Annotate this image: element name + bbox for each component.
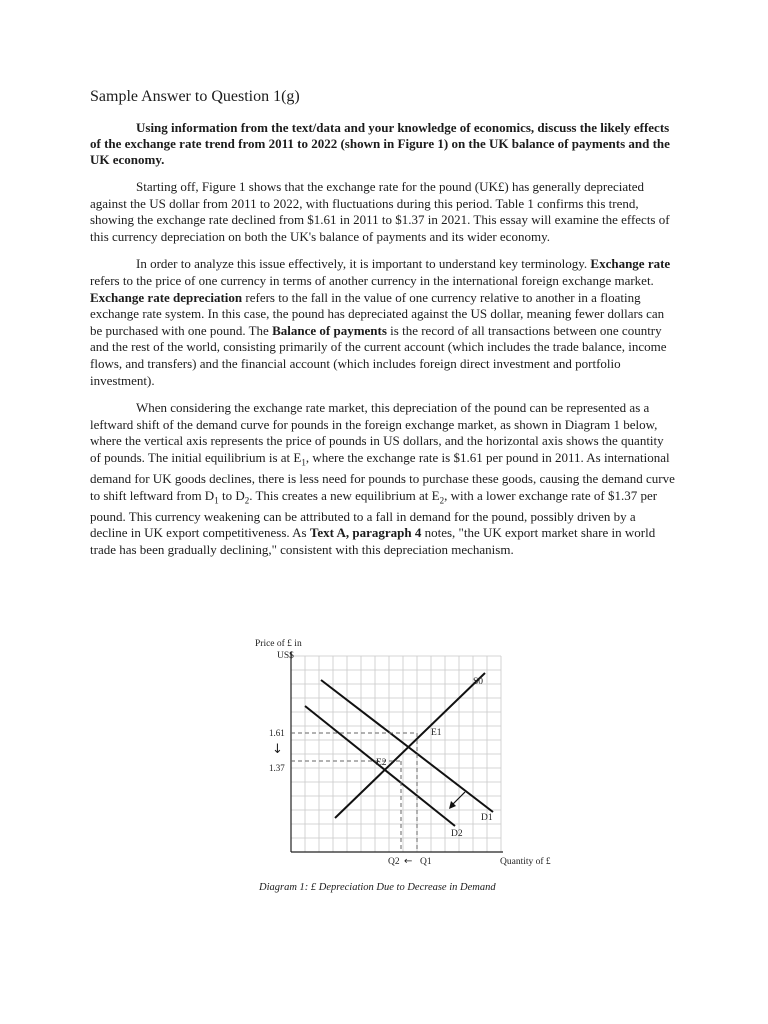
diagram-forex-market: [255, 636, 575, 896]
document-page: [90, 88, 676, 570]
label-e1: E1: [431, 728, 442, 738]
text-run: refers to the fall in the value of one currency relative to another in a floating exchange rate system. In this case, the pound has depreciated against the US dollar, meaning fewer dollars can be purchased with one pound. The: [90, 289, 665, 338]
label-d1: D1: [481, 813, 493, 823]
label-d2: D2: [451, 829, 463, 839]
down-arrow-icon: ↓: [272, 742, 283, 757]
subscript: 1: [214, 495, 219, 506]
term-exchange-rate-depreciation: Exchange rate depreciation: [90, 289, 243, 305]
subscript: 1: [301, 457, 306, 468]
subscript: 2: [244, 495, 250, 506]
diagram-svg: [255, 636, 575, 886]
text-run: In order to analyze this issue effectively, it is important to understand key terminology.: [136, 256, 591, 272]
diagram-grid: [291, 656, 501, 852]
question-prompt: Using information from the text/data and your knowledge of economics, discuss the likely effects of the exchange rate trend from 2011 to 2022 (shown in Figure 1) on the UK balance of payments and the UK economy.: [90, 120, 670, 167]
diagram-caption: Diagram 1: £ Depreciation Due to Decrease in Demand: [259, 882, 496, 893]
equilibrium-guides: [291, 733, 417, 852]
citation-text-a: Text A, paragraph 4: [309, 525, 422, 541]
paragraph-terminology: [90, 256, 676, 389]
paragraph-analysis: [90, 400, 676, 559]
left-arrow-icon: ←: [404, 856, 413, 867]
term-balance-of-payments: Balance of payments: [272, 322, 387, 338]
label-q1: Q1: [420, 857, 432, 867]
text-run: to D: [218, 487, 245, 503]
label-e2: E2: [376, 758, 387, 768]
price-label-1-61: 1.61: [269, 728, 285, 738]
y-axis-label-line1: Price of £ in: [255, 639, 302, 649]
text-run: is the record of all transactions between one country and the rest of the world, consisting primarily of the current account (which includes the trade balance, income flows, and transfers) and the financial account (which includes foreign direct investment and portfolio investment).: [90, 322, 667, 388]
price-label-1-37: 1.37: [269, 763, 285, 773]
text-run: , where the exchange rate is $1.61 per pound in 2011. As international demand for UK goods declines, there is less need for pounds to purchase these goods, causing the demand curve to shift leftward from D: [90, 449, 675, 503]
label-s0: S0: [473, 677, 484, 687]
text-run: notes, "the UK export market share in world trade has been gradually declining," consistent with this depreciation mechanism.: [90, 525, 656, 558]
page-title: Sample Answer to Question 1(g): [90, 88, 300, 105]
text-run: . This creates a new equilibrium at E: [249, 487, 440, 503]
subscript: 2: [439, 495, 445, 506]
label-q2: Q2: [388, 857, 400, 867]
text-run: , with a lower exchange rate of $1.37 per pound. This currency weakening can be attributed to a fall in demand for the pound, possibly driven by a decline in UK export competitiveness. As: [90, 487, 658, 541]
x-axis-label: Quantity of £: [500, 857, 551, 867]
term-exchange-rate: Exchange rate: [590, 256, 671, 272]
text-run: When considering the exchange rate market, this depreciation of the pound can be represented as a leftward shift of the demand curve for pounds in the foreign exchange market, as shown in Diagram 1 below, where the vertical axis represents the price of pounds in US dollars, and the horizontal axis shows the quantity of pounds. The initial equilibrium is at E: [90, 400, 664, 465]
text-run: refers to the price of one currency in terms of another currency in the international foreign exchange market.: [90, 272, 654, 288]
y-axis-label-line2: US$: [277, 651, 294, 661]
paragraph-introduction: Starting off, Figure 1 shows that the exchange rate for the pound (UK£) has generally depreciated against the US dollar from 2011 to 2022, with fluctuations during this period. Table 1 confirms this trend, showing the exchange rate declined from $1.61 in 2011 to $1.37 in 2021. This essay will examine the effects of this currency depreciation on both the UK's balance of payments and its wider economy.: [90, 179, 670, 244]
